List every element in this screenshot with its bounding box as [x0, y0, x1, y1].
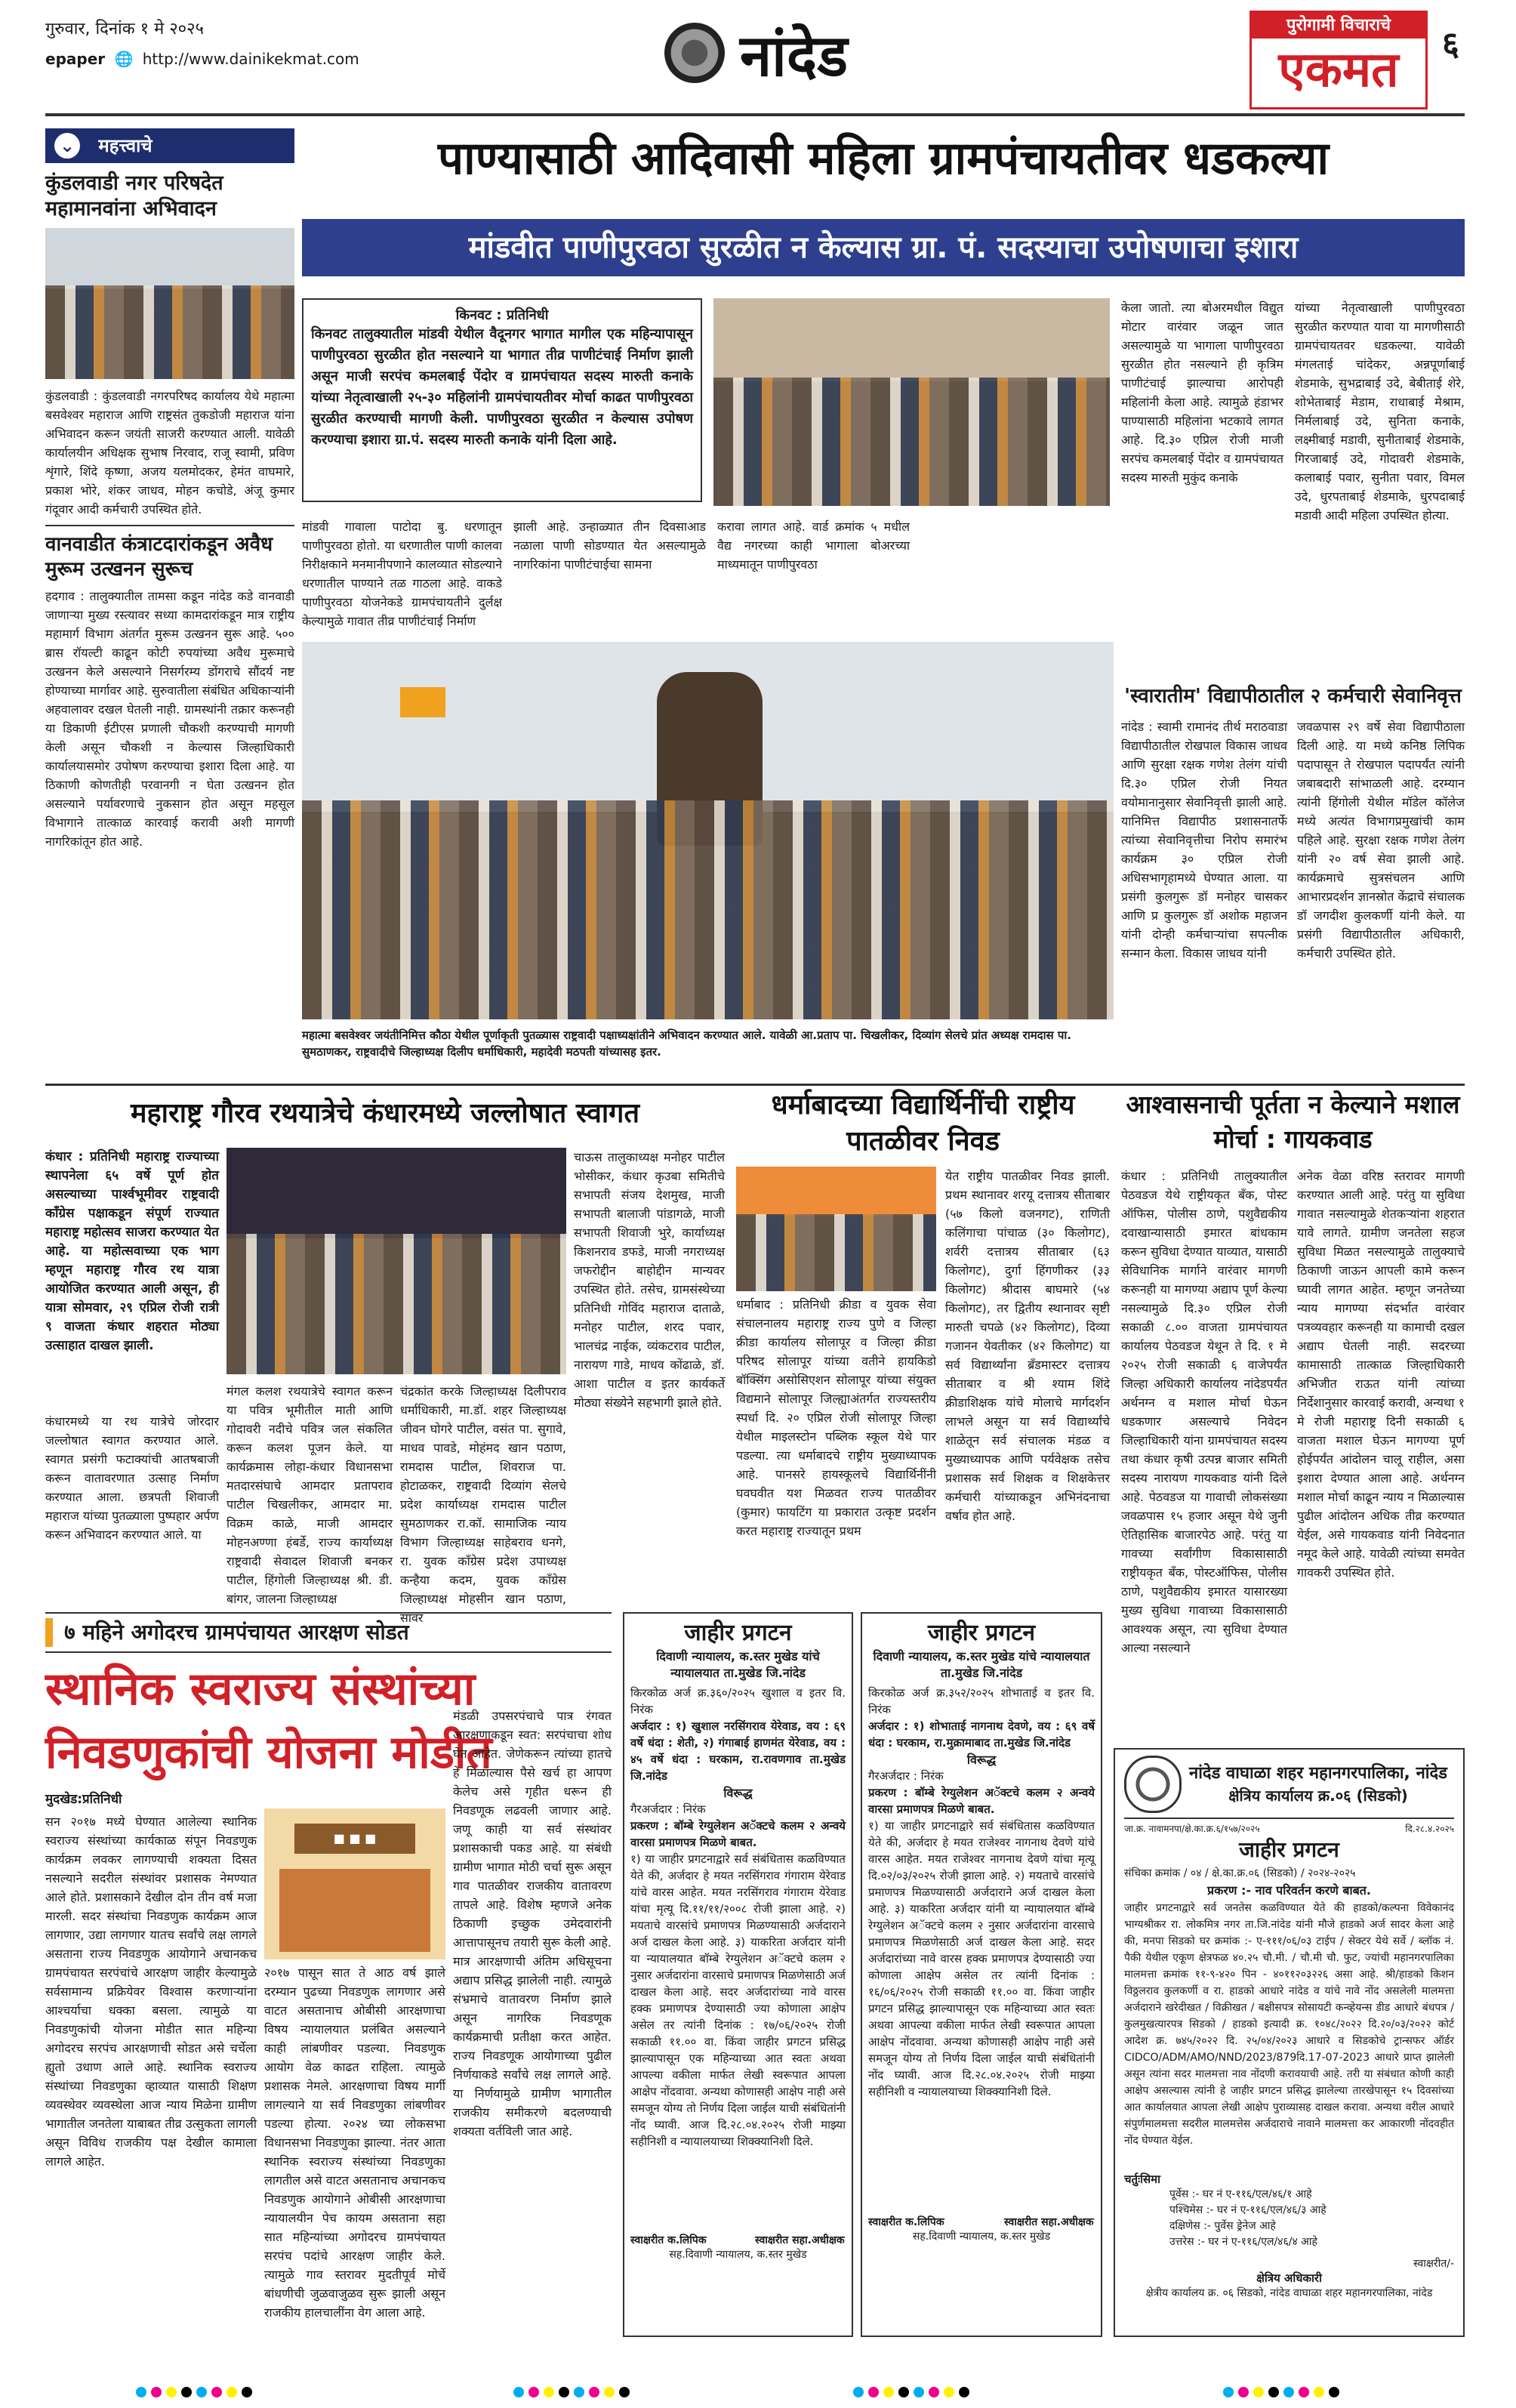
paper-logo — [1249, 11, 1428, 109]
gram-panchayat-sign: ■ ■ ■ — [294, 1824, 415, 1854]
notice-2-applicants: अर्जदार : १) शोभाताई नागनाथ देवणे, वय : ६९ वर्षे धंदा : घरकाम, रा.मुक्रामाबाद ता.मुखेड जि.नांदेड — [868, 1719, 1095, 1750]
notice-1-title: जाहीर प्रगटन — [684, 1620, 792, 1646]
lead-col5: यांच्या नेतृत्वाखाली पाणीपुरवठा सुरळीत करण्यात यावा या मागणीसाठी ग्रामपंचायतवर धडकल्या. यावेळी मंगलताई चांदेकर, अन्नपूर्णाबाई शेडमाके, सुभद्राबाई उदे, बेबीताई शेरे, शोभेताबाई मेडाम, राधाबाई मेश्राम, निर्मलाबाई उदे, सुनिता कनाके, लक्ष्मीबाई मडावी, सुनीताबाई शेडमाके, गिरजाबाई उदे, गोदावरी शेडमाके, कलाबाई पवार, सुनीता पवार, विमल उदे, धुरपताबाई शेडमाके, धुरपदाबाई मडावी आदी महिला उपस्थित होत्या. — [1295, 301, 1465, 523]
page-number: ६ — [1442, 25, 1459, 63]
municipal-seal-icon — [1124, 1756, 1182, 1813]
notice-1-sig-left: स्वाक्षरीत क.लिपिक — [630, 2234, 707, 2246]
print-registration-left — [136, 2386, 257, 2400]
notice-1-subject: प्रकरण : बॉम्बे रेग्युलेशन अॅक्टचे कलम २ अन्वये वारसा प्रमाणपत्र मिळणे बाबत. — [630, 1819, 846, 1849]
notice-2-court: दिवाणी न्यायालय, क.स्तर मुखेड यांचे न्यायालयात ता.मुखेड जि.नांदेड — [873, 1649, 1090, 1680]
globe-icon: 🌐 — [114, 50, 134, 68]
notice-1-sig-right: स्वाक्षरीत सहा.अधीक्षक — [755, 2234, 845, 2246]
lead-subhead: मांडवीत पाणीपुरवठा सुरळीत न केल्यास ग्रा. पं. सदस्याचा उपोषणाचा इशारा — [302, 219, 1465, 276]
notice-1-body: १) या जाहीर प्रगटनाद्वारे सर्व संबंधितास कळविण्यात येते की, अर्जदार हे मयत नरसिंगराव गंगाराम येरेवाड यांचे वारस आहेत. मयत नरसिंगराव गंगाराम येरेवाड यांचा मृत्यू दि.११/११/२००८ रोजी झाला आहे. २) मयताचे वारसांचे प्रमाणपत्र मिळण्यासाठी अर्जदाराने अर्ज दाखल केला आहे. ३) याकरिता अर्जदार यांनी या न्यायालयात बॉम्बे रेग्युलेशन अॅक्टचे कलम २ नुसार अर्जदारांना वारसाचे प्रमाणपत्र मिळणेसाठी अर्ज दाखल केला आहे. सदर अर्जदारांच्या नावे वारस हक्क प्रमाणपत्र देण्यासाठी ज्या कोणाला आक्षेप असेल तर त्यांनी दिनांक : १७/०६/२०२५ रोजी सकाळी ११.०० वा. किंवा जाहीर प्रगटन प्रसिद्ध झाल्यापासून एक महिन्याच्या आत स्वतः अथवा आपल्या वकीला मार्फत लेखी स्वरूपात आपला आक्षेप नोंदवावा. अन्यथा कोणासही आक्षेप नाही असे समजून योग्य तो निर्णय दिला जाईल याची संबंधितांनी नोंद घ्यावी. आज दि.२८.०४.२०२५ रोजी माझ्या सहीनिशी व न्यायालयाच्या शिक्क्यानिशी दिले. — [630, 1852, 846, 2148]
notice-2-sig-left: स्वाक्षरीत क.लिपिक — [868, 2216, 944, 2228]
dharma-photo — [736, 1167, 936, 1291]
notice-3-bound-4: उत्तरेस :- घर नं ए-११६/एल/४६/४ आहे — [1169, 2236, 1317, 2248]
notice-1-respondent: गैरअर्जदार : निरंक — [630, 1802, 706, 1816]
epaper-label: epaper — [45, 50, 106, 68]
notice-3-date: दि.२८.४.२०२५ — [1405, 1824, 1454, 1834]
sidebar-divider — [45, 525, 294, 526]
notice-2-respondent: गैरअर्जदार : निरंक — [868, 1769, 944, 1783]
notice-3-bound-1: पूर्वेस :- घर नं ए-११६/एल/४६/१ आहे — [1169, 2188, 1312, 2200]
elections-illustration — [264, 1808, 445, 1959]
notice-2-body: १) या जाहीर प्रगटनाद्वारे सर्व संबंधितास कळविण्यात येते की, अर्जदार हे मयत राजेश्वर नागनाथ देवणे यांचे वारस आहेत. मयत राजेश्वर नागनाथ देवणे यांचा मृत्यू दि.०२/०३/२०२५ रोजी झाला आहे. २) मयताचे वारसांचे प्रमाणपत्र मिळण्यासाठी अर्जदाराने अर्ज दाखल केला आहे. ३) याकरिता अर्जदार यांनी या न्यायालयात बॉम्बे रेग्युलेशन अॅक्टचे कलम २ नुसार अर्जदारांना वारसाचे प्रमाणपत्र मिळणेसाठी अर्ज दाखल केला आहे. सदर अर्जदारांच्या नावे वारस हक्क प्रमाणपत्र देण्यासाठी ज्या कोणाला आक्षेप असेल तर त्यांनी दिनांक : १६/०६/२०२५ रोजी सकाळी ११.०० वा. किंवा जाहीर प्रगटन प्रसिद्ध झाल्यापासून एक महिन्याच्या आत स्वतः अथवा आपल्या वकीला मार्फत लेखी स्वरूपात आपला आक्षेप नोंदवावा. अन्यथा कोणासही आक्षेप नाही असे समजून योग्य तो निर्णय दिला जाईल याची संबंधितांनी नोंद घ्यावी. आज दि.२८.०४.२०२५ रोजी माझ्या सहीनिशी व न्यायालयाच्या शिक्क्यानिशी दिले. — [868, 1819, 1095, 2098]
notice-2-title: जाहीर प्रगटन — [927, 1620, 1036, 1646]
elections-headline: स्थानिक स्वराज्य संस्थांच्या निवडणुकांची योजना मोडीत — [45, 1663, 492, 1779]
notice-2-signatures — [868, 2215, 1095, 2229]
notice-3-header2: क्षेत्रिय कार्यालय क्र.०६ (सिडको) — [1228, 1787, 1408, 1805]
mashal-col1: कंधार : प्रतिनिधी तालुक्यातील पेठवडज येथे राष्ट्रीयकृत बँक, पोस्ट ऑफिस, पोलीस ठाणे, पशुवैद्यकीय दवाखान्यासाठी इमारत बांधकाम करून सुविधा देण्यात याव्यात, यासाठी सेविधानिक मार्गाने वारंवार मागणी करूनही या मागण्या अद्याप पूर्ण केल्या नसल्यामुळे दि.३० एप्रिल रोजी सकाळी ८.०० वाजता ग्रामपंचायत कार्यालय पेठवडज येथून ते दि. १ मे २०२५ रोजी सकाळी ६ वाजेपर्यंत जिल्हा अधिकारी कार्यालय नांदेडपर्यंत अर्थनग्न व मशाल मोर्चा घेऊन धडकणार असल्याचे निवेदन जिल्हाधिकारी यांना ग्रामपंचायत सदस्य तथा कंधार कृषी उत्पन्न बाजार समिती सदस्य नारायण गायकवाड यांनी दिले आहे. पेठवडज या गावाची लोकसंख्या जवळपास १५ हजार असून येथे जुनी ऐतिहासिक बाजारपेठ आहे. परंतु या गावच्या सर्वांगीण विकासासाठी राष्ट्रीयकृत बँक, पोस्टऑफिस, पोलीस ठाणे, पशुवैद्यकीय इमारत यासारख्या मुख्य सुविधा गावाच्या विकासासाठी आवश्यक असून, त्या सुविधा देण्यात आल्या नसल्याने — [1121, 1169, 1287, 1655]
notice-3-header-row — [1124, 1756, 1454, 1819]
notice-2 — [861, 1612, 1102, 2337]
notice-2-footer: सह.दिवाणी न्यायालय, क.स्तर मुखेड — [912, 2231, 1051, 2243]
elections-col2: २०१७ पासून सात ते आठ वर्ष झाले दरम्यान पुढच्या निवडणुक लागणार असे वाटत असतानाच ओबीसी आरक्षणाचा विषय न्यायालयात प्रलंबित असल्याने काही लांबणीवर पडल्या. निवडणुक आयोग वेळ काढत राहिला. त्यामुळे प्रशासक नेमले. आरक्षणाचा विषय मार्गी लागल्याने या सर्व निवडणुका लांबणीवर पडल्या होत्या. २०२४ च्या लोकसभा विधानसभा निवडणुका झाल्या. नंतर आता स्थानिक स्वराज्य संस्थांच्या निवडणुका लागतील असे वाटत असतानाच अचानकच निवडणुक आयोगाने ओबीसी आरक्षणाचा न्यायालयीन पेच कायम असताना सहा सात महिन्यांच्या अगोदरच ग्रामपंचायत सरपंच पदांचे आरक्षण जाहीर केले. त्यामुळे गाव स्तरावर मुदतीपूर्व मोर्चे बांधणीची जुळवाजुळव सुरू झाली असून राजकीय हालचालींना वेग आला आहे. — [264, 1966, 445, 2320]
gaurav-col3: चंद्रकांत करके जिल्हाध्यक्ष दिलीपराव धर्माधिकारी, मा.डॉ. शहर जिल्हाध्यक्ष जीवन घोगरे पाटील, वसंत पा. सुगावे, माधव पावडे, मोहंमद खान पठाण, रामदास पाटील, शिवराज पा. होटाळकर, राष्ट्रवादी दिव्यांग सेलचे प्रदेश कार्याध्यक्ष रामदास पाटील सुमठाणकर रा.कॉ. सामाजिक न्याय विभाग जिल्हाध्यक्ष साहेबराव धनगे, रा. युवक काँग्रेस प्रदेश उपाध्यक्ष कन्हैया कदम, युवक काँग्रेस जिल्हाध्यक्ष मोहसीन खान पठाण, सावर — [400, 1384, 566, 1625]
mashal-headline: आश्वासनाची पूर्तता न केल्याने मशाल मोर्चा : गायकवाड — [1126, 1090, 1460, 1154]
chevron-down-icon: ⌄ — [54, 133, 80, 159]
notice-2-subject: प्रकरण : बॉम्बे रेग्युलेशन अॅक्टचे कलम २ अन्वये वारसा प्रमाणपत्र मिळणे बाबत. — [868, 1786, 1095, 1816]
notice-3-office: क्षेत्रिय अधिकारी — [1256, 2271, 1322, 2285]
lead-photo — [713, 298, 1110, 506]
gaurav-col4: चाऊस तालुकाध्यक्ष मनोहर पाटील भोसीकर, कंधार कृउबा समितीचे सभापती संजय देशमुख, माजी सभापती बालाजी पांडागळे, माजी सभापती शिवाजी भुरे, कार्याध्यक्ष किशनराव डफडे, माजी नगराध्यक्ष जफरोद्दीन बाहोद्दीन मान्यवर उपस्थित होते. तसेच, ग्रामसंस्थेच्या प्रतिनिधी गोविंद महाराज दाताळे, मनोहर पाटील, शरद पवार, भालचंद्र नाईक, व्यंकटराव पाटील, नारायण गाडे, माधव कोंढाळे, डॉ. आशा पाटील व इतर कार्यकर्ते मोठ्या संख्येने सहभागी झाले होते. — [574, 1150, 725, 1410]
website-url[interactable]: http://www.dainikekmat.com — [142, 50, 359, 68]
retire-col2: जवळपास २९ वर्षे सेवा विद्यापीठाला दिली आहे. या मध्ये कनिष्ठ लिपिक पदापासून ते रोखपाल पदापर्यंत त्यांनी जबाबदारी सांभाळली आहे. दरम्यान त्यांनी हिंगोली येथील मॉडेल कॉलेज मध्ये अत्यंत विभागप्रमुखांची काम पहिले आहे. सुरक्षा रक्षक गणेश तेलंग यांनी २० वर्ष सेवा झाली आहे. कार्यक्रमाचे सुत्रसंचलन आणि आभारप्रदर्शन ज्ञानस्रोत केंद्राचे संचालक डॉ जगदीश कुलकर्णी यांनी केले. या प्रसंगी विद्यापीठातील अधिकारी, कर्मचारी उपस्थित होते. — [1297, 720, 1465, 960]
notice-3-ref-row — [1124, 1822, 1454, 1835]
dharma-headline: धर्माबादच्या विद्यार्थिनींची राष्ट्रीय पातळीवर निवड — [771, 1090, 1075, 1157]
lead-col1: मांडवी गावाला पाटोदा बु. धरणातून पाणीपुरवठा होतो. या धरणातील पाणी कालवा निरीक्षकाने मनमानीपणाने कालव्यात सोडल्याने धरणातील पाण्याने तळ गाठला आहे. वाकडे पाणीपुरवठा योजनेकडे ग्रामपंचायतीने दुर्लक्ष केल्यामुळे गावात तीव्र पाणीटंचाई निर्माण — [302, 520, 502, 628]
dharma-col1: धर्माबाद : प्रतिनिधी क्रीडा व युवक सेवा संचालनालय महाराष्ट्र राज्य पुणे व जिल्हा क्रीडा कार्यालय सोलापूर व जिल्हा क्रीडा परिषद सोलापूर यांच्या वतीने हायकिडो बॉक्सिंग असोसिएशन सोलापूर यांच्या संयुक्त विद्यमाने सोलापूर जिल्ह्याअंतर्गत राज्यस्तरीय स्पर्धा दि. २० एप्रिल रोजी सोलापूर जिल्हा येथील माइलस्टोन पब्लिक स्कूल येथे पार पडल्या. त्या धर्माबादचे राष्ट्रीय मुख्याध्यापक आहे. पानसरे हायस्कूलचे विद्यार्थिनींनी घवघवीत यश मिळवत राज्य पातळीवर (कुमार) फायटिंग या प्रकारात उत्कृष्ट प्रदर्शन करत महाराष्ट्र राज्यातून प्रथम — [736, 1297, 936, 1538]
elections-col1: सन २०१७ मध्ये घेण्यात आलेल्या स्थानिक स्वराज्य संस्थांच्या कार्यकाळ संपून निवडणुक कार्यक्रम लवकर लागण्याची शक्यता दिसत नसल्याने सदरील संस्थांवर प्रशासक नेमण्यात आले होते. प्रशासकाने देखील दोन तीन वर्ष मजा मारली. सदर संस्थांचा निवडणुक कार्यक्रम आज लागणार, उद्या लागणार यातच सर्वांचे लक्ष लागले असताना राज्य निवडणुक आयोगाने अचानकच ग्रामपंचायत सरपंचांचे आरक्षण जाहीर केल्यामुळे सर्वसामान्य प्रक्रियेवर विश्वास करणाऱ्यांना आश्चर्याचा धक्का बसला. त्यामुळे या निवडणुकांची योजना मोडीत सात महिन्या अगोदरच सरपंच आरक्षणाची सोडत असे चर्चेला ह्युतो उधाण आले आहे. स्थानिक स्वराज्य संस्थांच्या निवडणुका व्हाव्यात यासाठी शिक्षण व्यवस्थेवर व्यवस्थेला आज न्याय मिळेना ग्रामीण भागातील जनतेला याबाबत तीव्र उत्सुकता लागली असून विविध राजकीय पक्ष देखील कामाला लागले आहेत. — [45, 1814, 257, 2169]
dharma-col2: येत राष्ट्रीय पातळीवर निवड झाली. प्रथम स्थानावर शरयू दत्तात्रय सीताबार (५७ किलो वजनगट), राणिती कलिंगाचा पांचाळ (३० किलोगट), शर्वरी दत्तात्रय सीताबार (६३ किलोगट), दुर्गा हिंगणीकर (३३ किलोगट) श्रीदास बाघमारे (५४ किलोगट), तर द्वितीय स्थानावर सृष्टी मारुती चपळे (४२ किलोगट), दिव्या गजानन येवतीकर (४२ किलोगट) या सर्व विद्यार्थ्यांना ब्रँडमास्टर दत्तात्रय सीताबार व श्री श्याम शिंदे क्रीडाशिक्षक यांचे मोलाचे मार्गदर्शन लाभले असून या सर्व विद्यार्थ्यांचे शाळेतून सर्व संचालक मंडळ व मुख्याध्यापक आणि पर्यवेक्षक तसेच प्रशासक सर्व शिक्षक व शिक्षकेत्तर कर्मचारी यांच्याकडून अभिनंदनाचा वर्षाव होत आहे. — [945, 1169, 1110, 1523]
reservation-strip-text: ७ महिने अगोदरच ग्रामपंचायत आरक्षण सोडत — [64, 1620, 409, 1645]
sidebar-story1-body: कुंडलवाडी : कुंडलवाडी नगरपरिषद कार्यालय येथे महात्मा बसवेश्वर महाराज आणि राष्ट्रसंत तुकडोजी महाराज यांना अभिवादन करून जयंती साजरी करण्यात आली. यावेळी कार्यालयीन अधिक्षक सुभाष निरवाद, राजू स्वामी, प्रविण शृंगारे, शिंदे कृष्णा, अजय यलमोदकर, हेमंत वाघमारे, प्रकाश भोरे, शंकर जाधव, मोहन कचोडे, अंजू कुमार गंदूवार आदी कर्मचारी उपस्थित होते. — [45, 389, 294, 516]
notice-3-office2: क्षेत्रीय कार्यालय क्र. ०६ सिडको, नांदेड वाघाळा शहर महानगरपालिका, नांदेड — [1145, 2287, 1433, 2299]
notice-3-bound-2: पश्चिमेस :- घर नं ए-११६/एल/४६/३ आहे — [1169, 2204, 1326, 2216]
notice-1-case: किरकोळ अर्ज क्र.३६०/२०२५ खुशाल व इतर वि. निरंक — [630, 1686, 846, 1716]
gaurav-headline: महाराष्ट्र गौरव रथयात्रेचे कंधारमध्ये जल्लोषात स्वागत — [131, 1098, 639, 1129]
sidebar-photo — [45, 228, 294, 379]
epaper-link-row[interactable] — [45, 50, 359, 68]
notice-3-bounds-label: चर्तुःसिमा — [1124, 2172, 1160, 2186]
sidebar-label-box — [45, 128, 294, 163]
retire-headline: 'स्वारातीम' विद्यापीठातील २ कर्मचारी सेवानिवृत्त — [1124, 685, 1462, 708]
sidebar-story1-headline: कुंडलवाडी नगर परिषदेत महामानवांना अभिवादन — [45, 171, 223, 220]
notice-3-sig: स्वाक्षरीत/- — [1413, 2258, 1454, 2270]
strip-marker — [45, 1618, 53, 1647]
notice-1-applicants: अर्जदार : १) खुशाल नरसिंगराव येरेवाड, वय : ६९ वर्षे धंदा : शेती, २) गंगाबाई हाणमंत येरेवाड, वय : ४५ वर्षे धंदा : घरकाम, रा.रावणगाव ता.मुखेड जि.नांदेड — [630, 1719, 846, 1783]
sidebar-story2-body: हदगाव : तालुक्यातील तामसा कडून नांदेड कडे वानवाडी जाणाऱ्या मुख्य रस्त्यावर सध्या कामदारांकडून मात्र राष्ट्रीय महामार्ग विभाग अंतर्गत मुरूम उत्खनन सुरू आहे. ५०० ब्रास रॉयल्टी काढून कोटी रुपयांच्या अवैध मुरूमाचे उत्खनन केले असल्याने निसर्गरम्य डोंगराचे सौंदर्य नष्ट होण्याच्या मार्गावर आहे. सुरुवातीला संबंधित अधिकाऱ्यांनी अहवालावर दखल घेतली नाही. ग्रामस्थांनी तक्रार करूनही या डिकाणी ईटीएस प्रणाली चौकशी करण्याची मागणी केली असून चौकशी न केल्यास जिल्हाधिकारी कार्यालयासमोर उपोषण करण्याचा इशारा दिला आहे. या ठिकाणी कोणतीही परवानगी न घेता उत्खनन होत असल्याने पर्यावरणाचे नुकसान होत असून महसूल विभागाने तात्काळ कारवाई करावी अशी मागणी नागरिकांतून होत आहे. — [45, 589, 294, 849]
sidebar-story2-headline: वानवाडीत कंत्राटदारांकडून अवैध मुरूम उत्खनन सुरूच — [45, 533, 273, 581]
notice-2-sig-right: स्वाक्षरीत सहा.अधीक्षक — [1004, 2216, 1094, 2228]
paper-name: एकमत — [1278, 42, 1399, 98]
gaurav-lede: कंधार : प्रतिनिधी महाराष्ट्र राज्याच्या स्थापनेला ६५ वर्षे पूर्ण होत असल्याच्या पार्श्वभूमीवर राष्ट्रवादी काँग्रेस पक्षाकडून संपूर्ण राज्यात महाराष्ट्र महोत्सव साजरा करण्यात येत आहे. या महोत्सवाच्या एक भाग म्हणून महाराष्ट्र गौरव रथ यात्रा आयोजित करण्यात आली असून, ही यात्रा सोमवार, २९ एप्रिल रोजी रात्री ९ वाजता कंधार शहरात मोठ्या उत्साहात दाखल झाली. — [45, 1149, 219, 1353]
notice-3-title: जाहीर प्रगटन — [1239, 1837, 1339, 1862]
masthead — [0, 0, 1516, 121]
notice-1-vs: विरूद्ध — [723, 1786, 753, 1800]
lead-col4: केला जातो. त्या बोअरमधील विद्युत मोटार वारंवार जळून जात असल्यामुळे या भागाला पाणीपुरवठा सुरळीत होत नसल्याने ही कृत्रिम पाणीटंचाई झाल्याचा आरोपही महिलांनी केला आहे. त्यामुळे हंडाभर पाण्यासाठी महिलांना भटकावे लागत आहे. दि.३० एप्रिल रोजी माजी सरपंच कमलबाई पेंदोर व ग्रामपंचायत सदस्य मारुती मुकुंद कनाके — [1121, 301, 1283, 485]
gaurav-col2: मंगल कलश रथयात्रेचे स्वागत करून या पवित्र भूमीतील माती आणि गोदावरी नदीचे पवित्र जल संकलित करून कलश पूजन केले. या कार्यक्रमास लोहा-कंधार विधानसभा मतदारसंघाचे आमदार प्रतापराव पाटील चिखलीकर, आमदार मा. विक्रम काळे, माजी आमदार मोहनअण्णा हंबर्डे, राज्य कार्याध्यक्ष राष्ट्रवादी सेवादल शिवाजी बनकर पाटील, हिंगोली जिल्हाध्यक्ष श्री. डी. बांगर, जालना जिल्हाध्यक्ष — [226, 1384, 393, 1606]
notice-3-body: जाहीर प्रगटनाद्वारे सर्व जनतेस कळविण्यात येते की हाडको/कल्पना विवेकानंद भाग्यश्रीकर रा. लोकमित्र नगर ता.जि.नांदेड यांनी मौजे हाडको अर्ज सादर केला आहे की, मनपा सिडको घर क्रमांक :- ए-१११/०६/०३ टाईप / सेक्टर येथे सर्वे / ब्लॉक नं. पैकी येथील एकूण क्षेत्रफळ ४०.२५ चौ.मी. / चौ.मी चौ. फुट, ज्यांची महानगरपालिका मालमत्ता क्रमांक ११-९-४२० पिन - ४०११२०३२२६ असा आहे. श्री/हाडको किशन विठ्ठलराव कुलकर्णी व रा. हाडको आधारे नांदेड व यांचे नावे नोंद असलेली मालमत्ता अर्जदाराने खरेदीखत / विक्रीखत / बक्षीसपत्र सोसायटी कन्व्हेयन्स डीड आधारे बंधपत्र / कुलमुखत्यारपत्र सिडको / हाडको इत्यादी क्र. १०४८/२०२२ दि.२०/०३/२०२२ कोर्ट आदेश क्र. ७४५/२०२२ दि. २५/०४/२०२३ आधारे व सिडकोचे ट्रान्सफर ऑर्डर CIDCO/ADM/AMO/NND/2023/879दि.17-07-2023 आधारे प्राप्त झालेली असून त्यांना सदर मालमत्ता नाव नोंदणी करावयाची आहे. तरी या संबंधात कोणी काही आक्षेप असल्यास त्यांनी हे जाहीर प्रगटन प्रसिद्ध झालेल्या तारखेपासून १५ दिवसांच्या आत कार्यालयात आपला लेखी आक्षेप पुराव्यासह दाखल करावा. अन्यथा वरील आधारे संपुर्णमालमत्ता सदरील मालमत्तेस अर्जदाराचे नावाने मालमत्ता कर आकारणी नोंदवहीत नोंद घेण्यात येईल. — [1124, 1902, 1454, 2147]
lead-headline: पाण्यासाठी आदिवासी महिला ग्रामपंचायतीवर धडकल्या — [438, 132, 1329, 185]
elections-dateline: मुदखेड:प्रतिनिधी — [45, 1792, 122, 1807]
logo-emblem-icon — [664, 23, 725, 83]
main-photo-caption: महात्मा बसवेश्वर जयंतीनिमित्त कौठा येथील पूर्णाकृती पुतळ्यास राष्ट्रवादी पक्षाध्यक्षांतीने अभिवादन करण्यात आले. यावेळी आ.प्रताप पा. चिखलीकर, दिव्यांग सेलचे प्रांत अध्यक्ष रामदास पा. सुमठाणकर, राष्ट्रवादीचे जिल्हाध्यक्ष दिलीप धर्माधिकारी, महादेवी मठपती यांच्यासह इतर. — [302, 1028, 1071, 1059]
elections-col3: मंडळी उपसरपंचाचे पात्र रंगवत आरक्षणाकडून स्वत: सरपंचाचा शोध घेत आहेत. जेणेकरून त्यांच्या हातचे हे मिळाल्यास पैसे खर्च हा आपण केलेच असे गृहीत धरून ही निवडणूक लढवली जाणार आहे. जणू काही या सर्व संस्थांवर प्रशासकाची पकड आहे. या संबंधी ग्रामीण भागात मोठी चर्चा सुरू असून गाव पातळीवर राजकीय वातावरण तापले आहे. विशेष म्हणजे अनेक ठिकाणी इच्छुक उमेदवारांनी आत्तापासूनच तयारी सुरू केली आहे. मात्र आरक्षणाची अंतिम अधिसूचना अद्याप प्रसिद्ध झालेली नाही. त्यामुळे संभ्रमाचे वातावरण निर्माण झाले असून नागरिक निवडणूक कार्यक्रमाची प्रतीक्षा करत आहेत. राज्य निवडणूक आयोगाच्या पुढील निर्णयाकडे सर्वांचे लक्ष लागले आहे. या निर्णयामुळे ग्रामीण भागातील राजकीय समीकरणे बदलण्याची शक्यता वर्तविली जात आहे. — [453, 1709, 612, 2138]
notice-2-case: किरकोळ अर्ज क्र.३५२/२०२५ शोभाताई व इतर वि. निरंक — [868, 1686, 1095, 1716]
notice-3-line1: संचिका क्रमांक / ०४ / क्षे.का.क्र.०६ (सिडको) / २०२४-२०२५ — [1124, 1867, 1356, 1879]
lead-col3b — [921, 517, 1110, 638]
notice-2-vs: विरूद्ध — [966, 1753, 997, 1767]
notice-3-line2: प्रकरण :- नाव परिवर्तन करणे बाबत. — [1206, 1883, 1371, 1898]
retire-col1: नांदेड : स्वामी रामानंद तीर्थ मराठवाडा विद्यापीठातील रोखपाल विकास जाधव आणि सुरक्षा रक्षक गणेश तेलंग यांची दि.३० एप्रिल रोजी नियत वयोमानानुसार सेवानिवृत्ती झाली आहे. यानिमित्त विद्यापीठ प्रशासनातर्फे त्यांच्या सेवानिवृत्तीचा निरोप समारंभ कार्यक्रम ३० एप्रिल रोजी अधिसभागृहामध्ये घेण्यात आला. या प्रसंगी कुलगुरू डॉ मनोहर चासकर आणि प्र कुलगुरू डॉ अशोक महाजन यांनी दोन्ही कर्मचाऱ्यांचा सपत्नीक सन्मान केला. विकास जाधव यांनी — [1121, 720, 1287, 960]
sidebar — [45, 128, 294, 933]
lead-intro-box — [302, 298, 702, 502]
notice-1-footer: सह.दिवाणी न्यायालय, क.स्तर मुखेड — [669, 2249, 807, 2261]
notice-1-signatures — [630, 2233, 846, 2247]
notice-3-bound-3: दक्षिणेस :- पुर्वेस ड्रेनेज आहे — [1169, 2220, 1276, 2232]
sidebar-label: महत्त्वाचे — [98, 135, 153, 156]
gaurav-col1: कंधारमध्ये या रथ यात्रेचे जोरदार जल्लोषात स्वागत करण्यात आले. स्वागत प्रसंगी फटाक्यांची आतषबाजी करून वातावरणात उत्साह निर्माण करण्यात आला. छत्रपती शिवाजी महाराज यांच्या पुतळ्याला पुष्पहार अर्पण करून अभिवादन करण्यात आले. या — [45, 1414, 219, 1542]
section-divider-1 — [45, 1084, 1465, 1086]
gaurav-photo — [226, 1148, 566, 1374]
reservation-strip — [45, 1612, 612, 1653]
print-registration-center2 — [853, 2386, 974, 2400]
print-registration-right — [1223, 2386, 1344, 2400]
masthead-rule — [45, 113, 1465, 116]
notice-3 — [1114, 1748, 1465, 2337]
notice-1 — [623, 1612, 853, 2337]
lead-col2: झाली आहे. उन्हाळ्यात तीन दिवसाआड नळाला पाणी सोडण्यात येत असल्यामुळे नागरिकांना पाणीटंचाईचा सामना — [513, 520, 706, 572]
lead-intro: किनवट तालुक्यातील मांडवी येथील वैदूनगर भागात मागील एक महिन्यापासून पाणीपुरवठा सुरळीत होत नसल्याने या भागात तीव्र पाणीटंचाई निर्माण झाली असून माजी सरपंच कमलबाई पेंदोर व ग्रामपंचायत सदस्य मारुती कनाके यांच्या नेतृत्वाखाली २५-३० महिलांनी ग्रामपंचायतीवर मोर्चा काढत पाणीपुरवठा सुरळीत करण्याची मागणी केली. पाणीपुरवठा सुरळीत न केल्यास उपोषण करण्याचा इशारा ग्रा.पं. सदस्य मारुती कनाके यांनी दिला आहे. — [311, 326, 693, 448]
notice-3-ref: जा.क्र. नावामनपा/क्षे.का.क्र.६/१५७/२०२५ — [1124, 1824, 1260, 1834]
notice-3-header1: नांदेड वाघाळा शहर महानगरपालिका, नांदेड — [1189, 1764, 1447, 1783]
print-registration-center — [513, 2386, 634, 2400]
notice-1-court: दिवाणी न्यायालय, क.स्तर मुखेड यांचे न्यायालयात ता.मुखेड जि.नांदेड — [656, 1649, 820, 1680]
mashal-col2: अनेक वेळा वरिष्ठ स्तरावर मागणी करण्यात आली आहे. परंतु या सुविधा गावात नसल्यामुळे शेतकऱ्यांना शहरात यावे लागते. ग्रामीण जनतेला सहज सुविधा मिळत नसल्यामुळे तालुक्याचे ठिकाणी जाऊन आपली कामे करून घ्यावी लागत आहेत. म्हणून जनतेच्या न्याय मागण्या संदर्भात वारंवार पत्रव्यवहार करूनही या कामाची दखल अद्याप घेतली नाही. सदरच्या कामासाठी तात्काळ जिल्हाधिकारी अभिजीत राऊत यांनी त्यांच्या निर्देशानुसार कारवाई करावी, अन्यथा १ मे रोजी महाराष्ट्र दिनी सकाळी ६ वाजता मशाल घेऊन मागण्या पूर्ण होईपर्यंत आंदोलन चालू राहील, असा इशारा देण्यात आला आहे. अर्थनग्न मशाल मोर्चा काढून न्याय न मिळाल्यास पुढील आंदोलन अधिक तीव्र करण्यात येईल, असे गायकवाड यांनी निवेदनात नमूद केले आहे. यावेळी त्यांच्या समवेत गावकरी उपस्थित होते. — [1297, 1169, 1465, 1580]
main-photo — [302, 642, 1114, 1019]
paper-tagline: पुरोगामी विचाराचे — [1252, 13, 1425, 39]
lead-col3: करावा लागत आहे. वार्ड क्रमांक ५ मधील वैद्य नगरच्या काही भागाला बोअरच्या माध्यमातून पाणीपुरवठा — [717, 520, 910, 572]
city-name: नांदेड — [740, 22, 848, 89]
lead-dateline: किनवट : प्रतिनिधी — [455, 307, 549, 323]
issue-date: गुरुवार, दिनांक १ मे २०२५ — [45, 20, 204, 39]
flag-shape — [400, 687, 445, 717]
